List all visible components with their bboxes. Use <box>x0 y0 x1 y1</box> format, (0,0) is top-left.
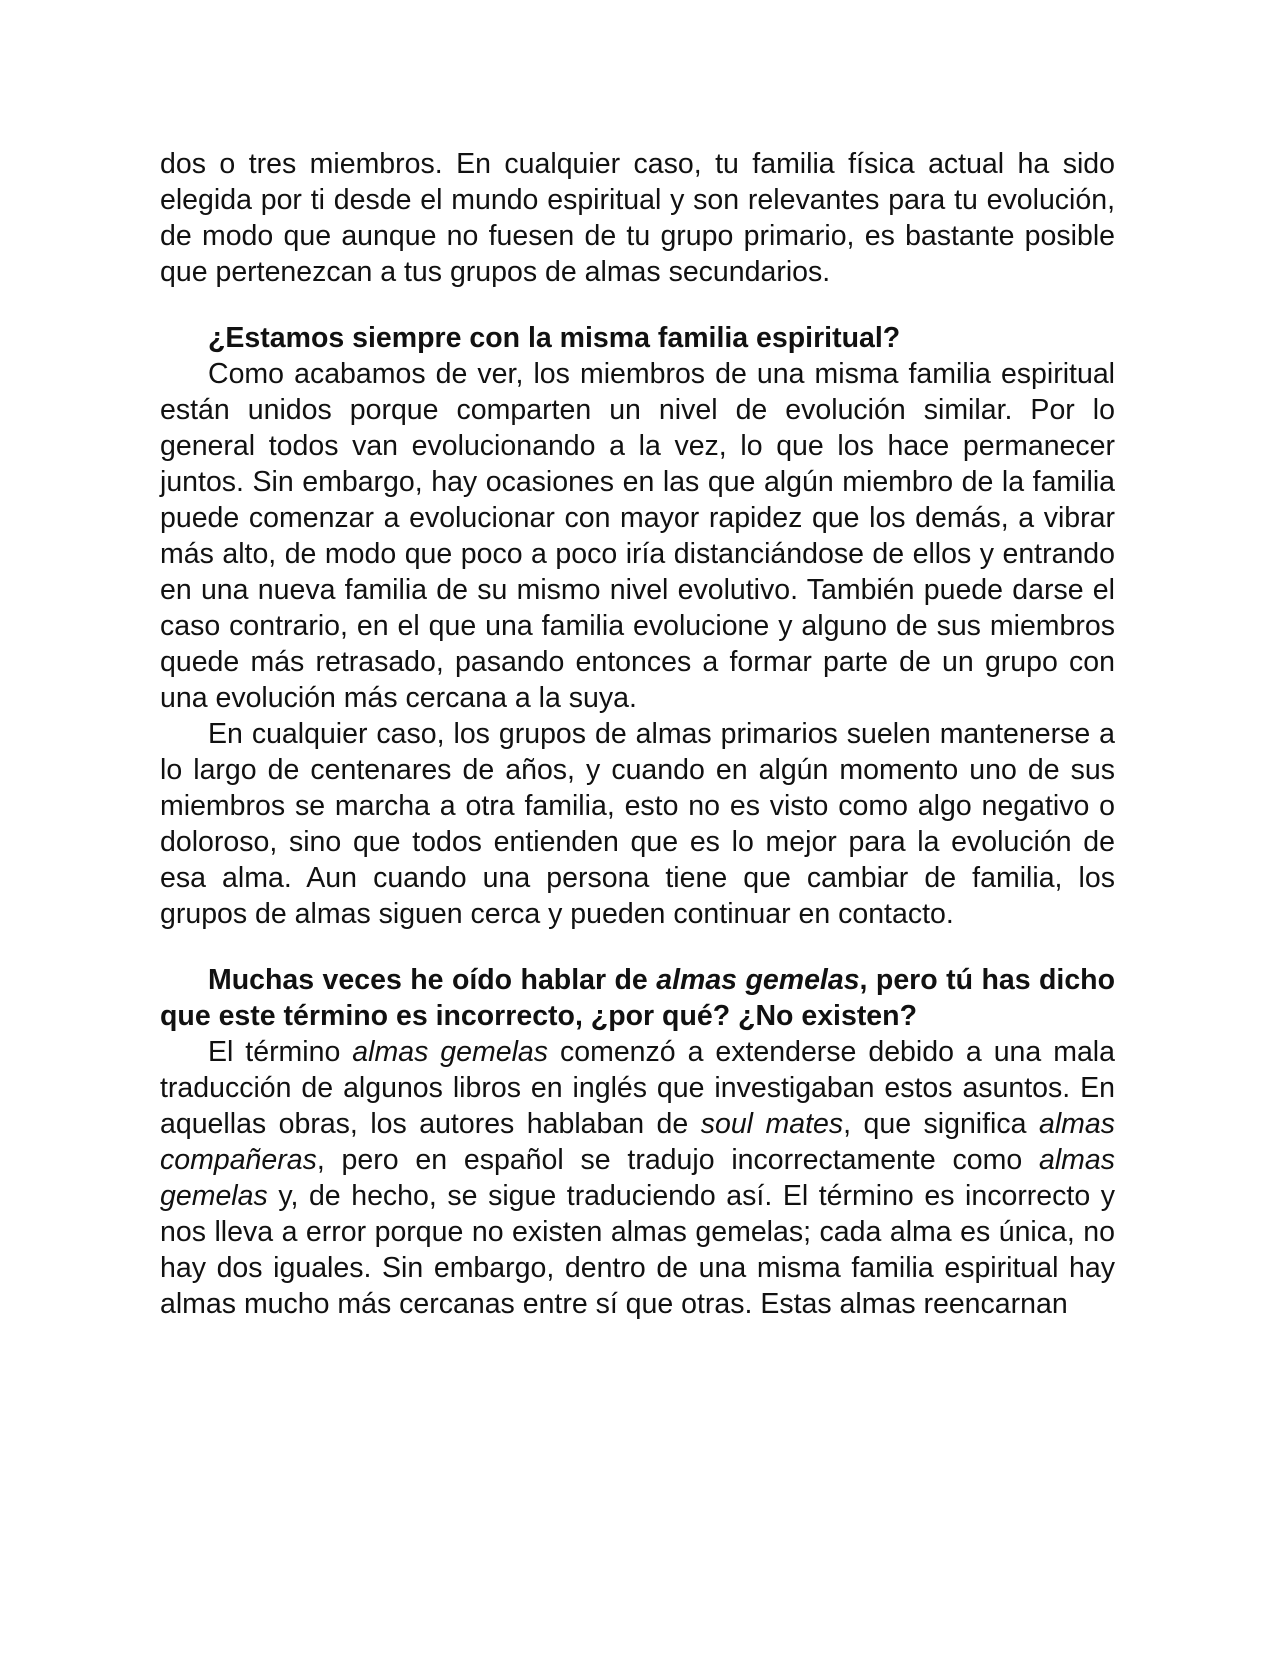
paragraph-family-evolution: Como acabamos de ver, los miembros de una misma familia espiritual están unidos porque comparten un nivel de evolución similar. Por lo general todos van evolucionando a la vez, lo que los hace permanecer juntos. Sin embargo, hay ocasiones en las que algún miembro de la familia puede comenzar a evolucionar con mayor rapidez que los demás, a vibrar más alto, de modo que poco a poco iría distanciándose de ellos y entrando en una nueva familia de su mismo nivel evolutivo. También puede darse el caso contrario, en el que una familia evolucione y alguno de sus miembros quede más retrasado, pasando entonces a formar parte de un grupo con una evolución más cercana a la suya. <box>160 358 1115 714</box>
paragraph-secondary-groups: dos o tres miembros. En cualquier caso, tu familia física actual ha sido elegida por ti desde el mundo espiritual y son relevantes para tu evolución, de modo que aunque no fuesen de tu grupo primario, es bastante posible que pertenezcan a tus grupos de almas secundarios. <box>160 148 1115 288</box>
question-heading-same-family: ¿Estamos siempre con la misma familia espiritual? <box>208 322 901 354</box>
document-page <box>160 146 1115 1322</box>
paragraph-gap <box>160 932 1115 962</box>
heading-text: , pero tú has dicho que este término es incorrecto, ¿por qué? ¿No existen? <box>160 964 1115 1032</box>
answer-text: , que significa <box>843 1108 1039 1140</box>
answer-text: y, de hecho, se sigue traduciendo así. El término es incorrecto y nos lleva a error porque no existen almas gemelas; cada alma es única, no hay dos iguales. Sin embargo, dentro de una misma familia espiritual hay almas mucho más cercanas entre sí que otras. Estas almas reencarnan <box>160 1180 1115 1320</box>
answer-italic-term: almas gemelas <box>160 1144 1115 1212</box>
paragraph-primary-groups: En cualquier caso, los grupos de almas primarios suelen mantenerse a lo largo de centenares de años, y cuando en algún momento uno de sus miembros se marcha a otra familia, esto no es visto como algo negativo o doloroso, sino que todos entienden que es lo mejor para la evolución de esa alma. Aun cuando una persona tiene que cambiar de familia, los grupos de almas siguen cerca y pueden continuar en contacto. <box>160 718 1115 930</box>
heading-text: Muchas veces he oído hablar de <box>208 964 657 996</box>
answer-text: , pero en español se tradujo incorrectamente como <box>316 1144 1039 1176</box>
paragraph-gap <box>160 290 1115 320</box>
answer-text: El término <box>208 1036 353 1068</box>
question-heading-twin-souls <box>160 962 1115 1034</box>
answer-italic-term: almas gemelas <box>352 1036 549 1068</box>
answer-text: comenzó a extenderse debido a una mala traducción de algunos libros en inglés que investigaban estos asuntos. En aquellas obras, los autores hablaban de <box>160 1036 1115 1140</box>
heading-italic-term: almas gemelas <box>656 964 860 996</box>
paragraph-twin-souls-answer <box>160 1034 1115 1322</box>
answer-italic-term: almas compañeras <box>160 1108 1115 1176</box>
answer-italic-term: soul mates <box>700 1108 844 1140</box>
